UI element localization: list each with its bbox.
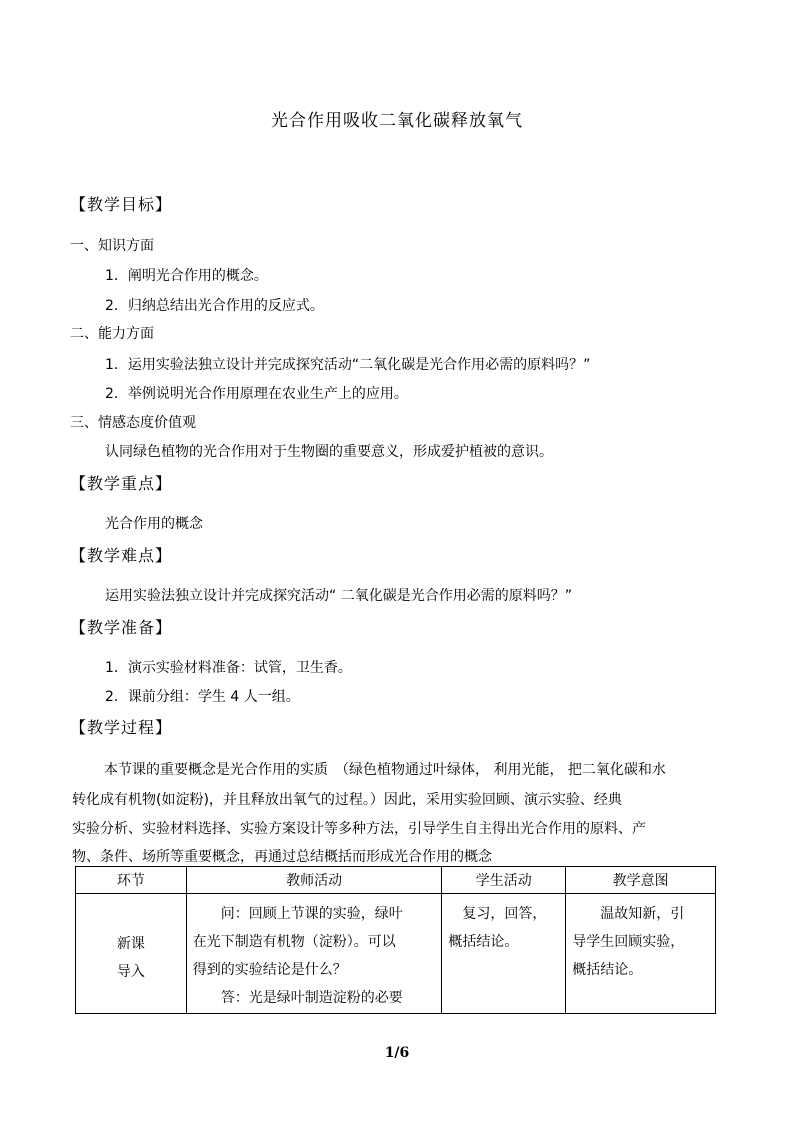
student-line-2: 概括结论。 [448, 934, 519, 950]
page-title: 光合作用吸收二氧化碳释放氧气 [271, 111, 523, 131]
ability-item-1: 1．运用实验法独立设计并完成探究活动“二氧化碳是光合作用必需的原料吗？” [105, 357, 591, 373]
process-intro-line-4: 物、条件、场所等重要概念，再通过总结概括而形成光合作用的概念 [72, 849, 492, 865]
page-number: 1/6 [384, 1045, 410, 1061]
header-teacher-activity: 教师活动 [186, 867, 442, 894]
knowledge-item-1: 1．阐明光合作用的概念。 [105, 268, 268, 284]
heading-difficulty: 【教学难点】 [70, 546, 173, 565]
header-student-activity: 学生活动 [442, 867, 566, 894]
intent-line-3: 概括结论。 [572, 962, 643, 978]
difficulty-text: 运用实验法独立设计并完成探究活动“ 二氧化碳是光合作用必需的原料吗？” [105, 588, 572, 604]
process-intro-line-3: 实验分析、实验材料选择、实验方案设计等多种方法，引导学生自主得出光合作用的原料、产 [72, 821, 646, 837]
process-intro-line-1: 本节课的重要概念是光合作用的实质 （绿色植物通过叶绿体， 利用光能， 把二氧化碳和水 [104, 762, 666, 778]
emotion-label: 三、情感态度价值观 [70, 415, 196, 431]
ability-label: 二、能力方面 [70, 326, 154, 342]
teacher-activity-cell [186, 894, 442, 1014]
teaching-intent-cell [566, 894, 716, 1014]
knowledge-item-2: 2．归纳总结出光合作用的反应式。 [105, 298, 324, 314]
heading-preparation: 【教学准备】 [70, 618, 173, 637]
table-header-row [76, 867, 716, 894]
student-activity-cell [442, 894, 566, 1014]
teacher-line-2: 在光下制造有机物（淀粉）。可以 [192, 934, 396, 950]
header-stage: 环节 [76, 867, 187, 894]
heading-process: 【教学过程】 [70, 718, 173, 737]
ability-item-2: 2．举例说明光合作用原理在农业生产上的应用。 [105, 386, 408, 402]
table-row [76, 894, 716, 1014]
preparation-item-2: 2．课前分组：学生 4 人一组。 [105, 689, 300, 705]
heading-objectives: 【教学目标】 [70, 195, 173, 214]
teacher-line-3: 得到的实验结论是什么？ [192, 962, 347, 978]
stage-line-2: 导入 [116, 963, 145, 980]
header-teaching-intent: 教学意图 [566, 867, 716, 894]
teacher-line-4: 答：光是绿叶制造淀粉的必要 [192, 990, 403, 1006]
preparation-item-1: 1．演示实验材料准备：试管，卫生香。 [105, 660, 352, 676]
intent-line-1: 温故知新，引 [572, 906, 685, 922]
key-point-text: 光合作用的概念 [105, 516, 203, 532]
emotion-text: 认同绿色植物的光合作用对于生物圈的重要意义，形成爱护植被的意识。 [105, 444, 553, 460]
process-table [75, 866, 716, 1014]
student-line-1: 复习，回答， [448, 906, 547, 922]
heading-key-point: 【教学重点】 [70, 474, 173, 493]
knowledge-label: 一、知识方面 [70, 238, 154, 254]
intent-line-2: 导学生回顾实验， [572, 934, 685, 950]
stage-line-1: 新课 [116, 935, 145, 952]
teacher-line-1: 问：回顾上节课的实验，绿叶 [192, 906, 403, 922]
process-intro-line-2: 转化成有机物(如淀粉)，并且释放出氧气的过程。）因此，采用实验回顾、演示实验、经典 [72, 792, 622, 808]
stage-cell [76, 894, 187, 1014]
